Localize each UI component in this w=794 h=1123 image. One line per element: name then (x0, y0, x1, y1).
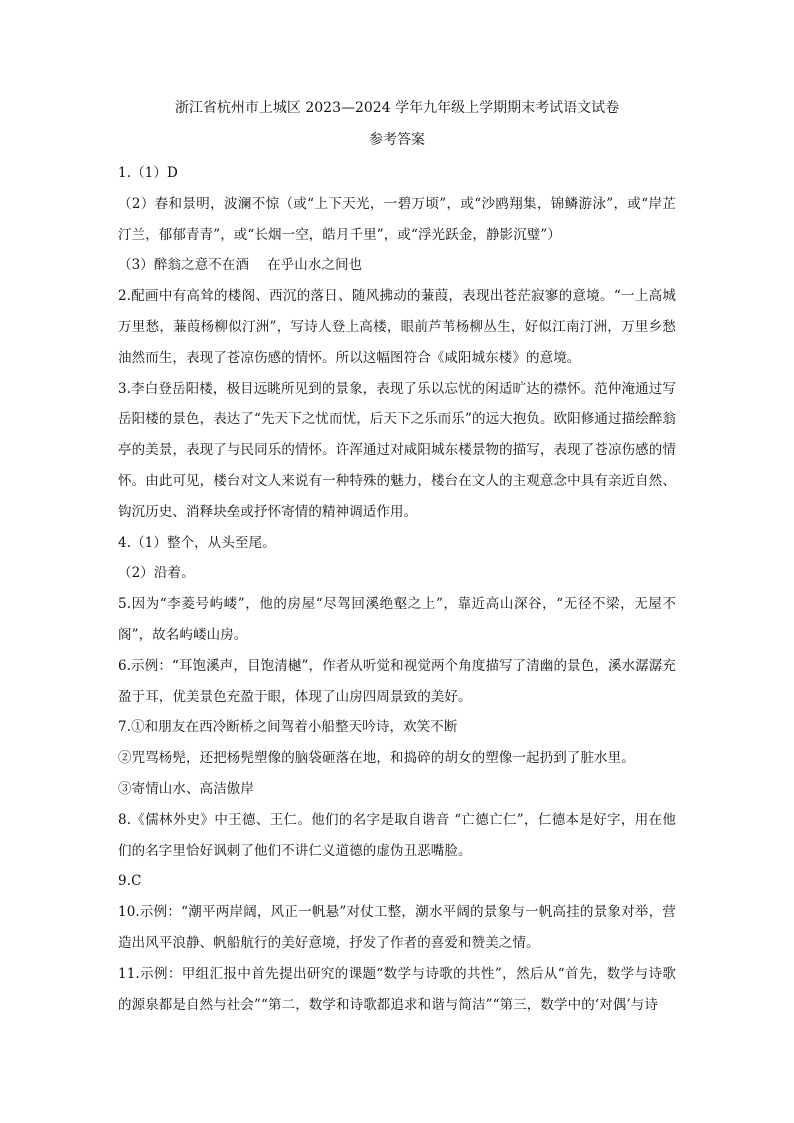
answer-7-2: ②咒骂杨髡，还把杨髡塑像的脑袋砸落在地，和捣碎的胡女的塑像一起扔到了脏水里。 (118, 750, 635, 767)
document-title: 浙江省杭州市上城区 2023—2024 学年九年级上学期期末考试语文试卷 (174, 100, 620, 116)
answer-5: 5.因为“李菱号屿嵝”，他的房屋“尽驾回溪绝壑之上”，靠近高山深谷，“无径不梁，无屋不阁”，故名屿嵝山房。 (118, 596, 676, 643)
answer-9: 9.C (118, 873, 142, 890)
answer-3: 3.李白登岳阳楼，极目远眺所见到的景象，表现了乐以忘忧的闲适旷达的襟怀。范仲淹通过写岳阳楼的景色，表达了“先天下之忧而忧，后天下之乐而乐”的远大抱负。欧阳修通过描绘醉翁亭的美景，表现了与民同乐的情怀。许浑通过对咸阳城东楼景物的描写，表现了苍凉伤感的情怀。由此可见，楼台对文人来说有一种特殊的魅力，楼台在文人的主观意念中具有亲近自然、钩沉历史、消释块垒或抒怀寄情的精神调适作用。 (118, 380, 677, 520)
document-subtitle: 参考答案 (369, 132, 425, 148)
answer-1-1: 1.（1）D (118, 165, 178, 181)
answer-6: 6.示例：“耳饱溪声，目饱清樾”，作者从听觉和视觉两个角度描写了清幽的景色，溪水潺潺充盈于耳，优美景色充盈于眼，体现了山房四周景致的美好。 (118, 657, 676, 705)
answer-7-3: ③寄情山水、高洁傲岸 (118, 780, 254, 797)
answer-1-2: （2）春和景明，波澜不惊（或“上下天光，一碧万顷”，或“沙鸥翔集，锦鳞游泳”，或“岸芷汀兰，郁郁青青”，或“长烟一空，皓月千里”，或“浮光跃金，静影沉璧”） (118, 195, 676, 243)
answer-7-1: 7.①和朋友在西冷断桥之间驾着小船整天吟诗，欢笑不断 (118, 719, 458, 736)
answer-2: 2.配画中有高耸的楼阁、西沉的落日、随风拂动的蒹葭，表现出苍茫寂寥的意境。“一上高城万里愁，蒹葭杨柳似汀洲”，写诗人登上高楼，眼前芦苇杨柳丛生，好似江南汀洲，万里乡愁油然而生，表现了苍凉伤感的情怀。所以这幅图符合《咸阳城东楼》的意境。 (118, 288, 676, 366)
answer-4-1: 4.（1）整个，从头至尾。 (118, 534, 276, 551)
answer-10: 10.示例：“潮平两岸阔，风正一帆悬”对仗工整，潮水平阔的景象与一帆高挂的景象对举，营造出风平浪静、帆船航行的美好意境，抒发了作者的喜爱和赞美之情。 (118, 904, 676, 951)
answer-4-2: （2）沿着。 (118, 565, 195, 582)
answer-8: 8.《儒林外史》中王德、王仁。他们的名字是取自谐音 “亡德亡仁”，仁德本是好字，用在他们的名字里恰好讽刺了他们不讲仁义道德的虚伪丑恶嘴脸。 (118, 811, 676, 859)
answer-11: 11.示例：甲组汇报中首先提出研究的课题“数学与诗歌的共性”，然后从“首先，数学与诗歌的源泉都是自然与社会”“第二，数学和诗歌都追求和谐与简洁”“第三，数学中的‘对偶’与诗 (118, 965, 676, 1013)
answer-1-3: （3）醉翁之意不在酒 在乎山水之间也 (118, 257, 363, 274)
